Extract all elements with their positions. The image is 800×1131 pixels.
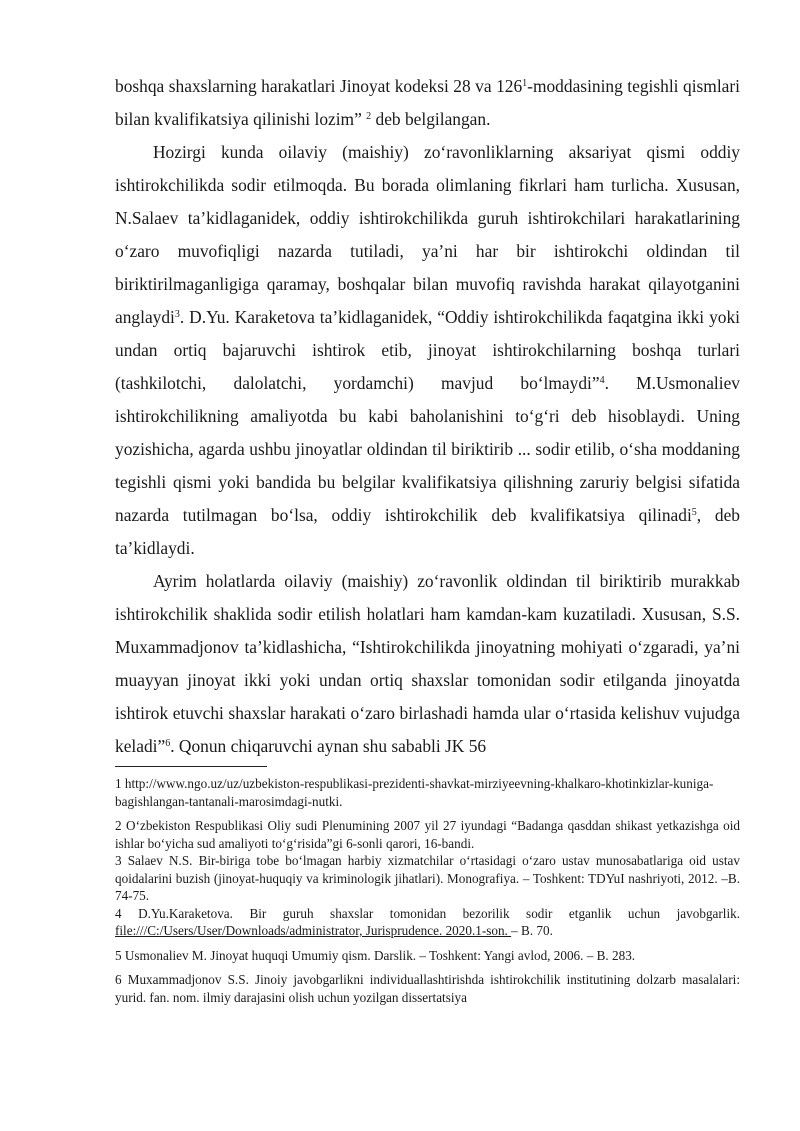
paragraph-text: . D.Yu. Karaketova ta’kidlaganidek, “Oddiy ishtirokchilikda faqatgina ikki yoki undan ortiq bajaruvchi ishtirok etib, jinoyat ishtirokchilarning boshqa turlari (tashkilotchi, dalolatchi, yordamchi) mavjud bo‘lmaydi” xyxy=(115,307,740,393)
footnote-4-text: 4 D.Yu.Karaketova. Bir guruh shaxslar tomonidan bezorilik sodir etganlik uchun javobgarlik. xyxy=(115,905,740,921)
paragraph-text: boshqa shaxslarning harakatlari Jinoyat kodeksi 28 va 126 xyxy=(115,76,523,96)
footnote-4-page: – B. 70. xyxy=(511,923,553,938)
paragraph-text: . Qonun chiqaruvchi aynan shu sababli JK 56 xyxy=(170,736,487,756)
footnote-ref-6[interactable]: 6 xyxy=(165,738,171,749)
footnote-ref-2[interactable]: 2 xyxy=(366,111,372,122)
footnote-4-link[interactable]: file:///C:/Users/User/Downloads/administrator, Jurisprudence. 2020.1-son. xyxy=(115,923,512,938)
body-paragraph-3 xyxy=(115,565,740,763)
footnote-ref-5[interactable]: 5 xyxy=(691,507,697,518)
footnote-5: 5 Usmonaliev M. Jinoyat huquqi Umumiy qism. Darslik. – Toshkent: Yangi avlod, 2006. – B. 283. xyxy=(115,947,636,963)
footnote-1: 1 http://www.ngo.uz/uz/uzbekiston-respublikasi-prezidenti-shavkat-mirziyeevning-khalkaro-khotinkizlar-kuniga-bagishlangan-tantanali-marosimdagi-nutki. xyxy=(115,776,714,809)
footnote-separator xyxy=(115,766,267,767)
paragraph-text: deb belgilangan. xyxy=(371,109,491,129)
footnote-ref-4[interactable]: 4 xyxy=(599,375,605,386)
footnote-4 xyxy=(115,905,740,940)
footnote-6: 6 Muxammadjonov S.S. Jinoiy javobgarlikni individuallashtirishda ishtirokchilik institutining dolzarb masalalari: yurid. fan. nom. ilmiy darajasini olish uchun yozilgan dissertatsiya xyxy=(115,972,740,1005)
paragraph-text: Hozirgi kunda oilaviy (maishiy) zo‘ravonliklarning aksariyat qismi oddiy ishtirokchilikda sodir etilmoqda. Bu borada olimlaning fikrlari ham turlicha. Xususan, N.Salaev ta’kidlaganidek, oddiy ishtirokchilikda guruh ishtirokchilari harakatlarining o‘zaro muvofiqligi nazarda tutiladi, ya’ni har bir ishtirokchi oldindan til biriktirilmaganligiga qaramay, boshqalar bilan muvofiq ravishda harakat qilayotganini anglaydi xyxy=(115,142,740,327)
document-page xyxy=(115,70,740,1006)
paragraph-text: -moddasining tegishli qismlari bilan kvalifikatsiya qilinishi lozim” xyxy=(115,76,740,129)
footnote-ref-3[interactable]: 3 xyxy=(174,309,180,320)
paragraph-text: , deb ta’kidlaydi. xyxy=(115,505,740,558)
footnote-2: 2 O‘zbekiston Respublikasi Oliy sudi Plenumining 2007 yil 27 iyundagi “Badanga qasddan shikast yetkazishga oid ishlar bo‘yicha sud amaliyoti to‘g‘risida”gi 6-sonli qarori, 16-bandi. xyxy=(115,818,740,851)
body-paragraph-2 xyxy=(115,136,740,565)
footnote-ref-1[interactable]: 1 xyxy=(522,78,528,89)
footnote-3: 3 Salaev N.S. Bir-biriga tobe bo‘lmagan harbiy xizmatchilar o‘rtasidagi o‘zaro ustav munosabatlariga oid ustav qoidalarini buzish (jinoyat-huquqiy va kriminologik jihatlari). Monografiya. – Toshkent: TDYuI nashriyoti, 2012. –B. 74-75. xyxy=(115,853,740,903)
body-paragraph-1 xyxy=(115,70,740,136)
paragraph-text: . M.Usmonaliev ishtirokchilikning amaliyotda bu kabi baholanishini to‘g‘ri deb hisoblaydi. Uning yozishicha, agarda ushbu jinoyatlar oldindan til biriktirib ... sodir etilib, o‘sha moddaning tegishli qismi yoki bandida bu belgilar kvalifikatsiya qilishning zaruriy belgisi sifatida nazarda tutilmagan bo‘lsa, oddiy ishtirokchilik deb kvalifikatsiya qilinadi xyxy=(115,373,740,525)
paragraph-text: Ayrim holatlarda oilaviy (maishiy) zo‘ravonlik oldindan til biriktirib murakkab ishtirokchilik shaklida sodir etilish holatlari ham kamdan-kam kuzatiladi. Xususan, S.S. Muxammadjonov ta’kidlashicha, “Ishtirokchilikda jinoyatning mohiyati o‘zgaradi, ya’ni muayyan jinoyat ikki yoki undan ortiq shaxslar tomonidan sodir etilganda jinoyatda ishtirok etuvchi shaxslar harakati o‘zaro birlashadi hamda ular o‘rtasida kelishuv vujudga keladi” xyxy=(115,571,740,756)
